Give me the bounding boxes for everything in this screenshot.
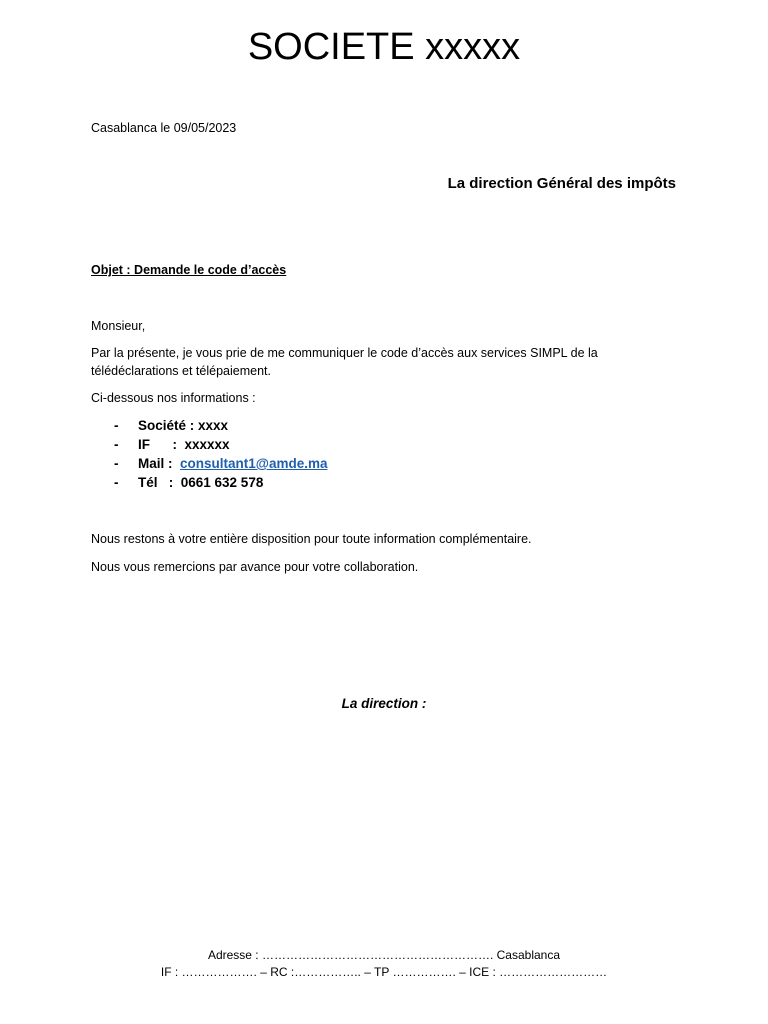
info-tel-text: Tél : 0661 632 578 — [138, 475, 264, 490]
company-title: SOCIETE xxxxx — [247, 26, 521, 68]
info-item-tel — [110, 473, 327, 492]
closing-paragraph-thanks: Nous vous remercions par avance pour votre collaboration. — [91, 560, 419, 574]
footer-address-line: Adresse : …………………………………………………. Casablanca — [207, 948, 561, 962]
body-paragraph-request: Par la présente, je vous prie de me communiquer le code d’accès aux services SIMPL de la télédéclarations et télépaiement. — [91, 346, 598, 378]
email-link[interactable]: consultant1@amde.ma — [180, 456, 328, 471]
place-date: Casablanca le 09/05/2023 — [91, 121, 237, 135]
footer — [0, 947, 768, 981]
info-list-intro: Ci-dessous nos informations : — [91, 391, 256, 405]
info-list — [110, 416, 327, 492]
info-item-societe — [110, 416, 327, 435]
info-item-if — [110, 435, 327, 454]
footer-registration-line: IF : ………………. – RC :…………….. – TP ……………. – ICE : ……………………… — [160, 965, 608, 979]
info-societe-text: Société : xxxx — [138, 418, 229, 433]
greeting: Monsieur, — [91, 319, 146, 333]
info-item-mail — [110, 454, 327, 473]
info-mail-label: Mail : — [138, 456, 181, 471]
signature-label: La direction : — [341, 696, 427, 711]
info-if-text: IF : xxxxxx — [138, 437, 230, 452]
closing-paragraph-availability: Nous restons à votre entière disposition pour toute information complémentaire. — [91, 532, 532, 546]
subject-line: Objet : Demande le code d’accès — [91, 263, 287, 277]
recipient: La direction Général des impôts — [447, 175, 676, 192]
